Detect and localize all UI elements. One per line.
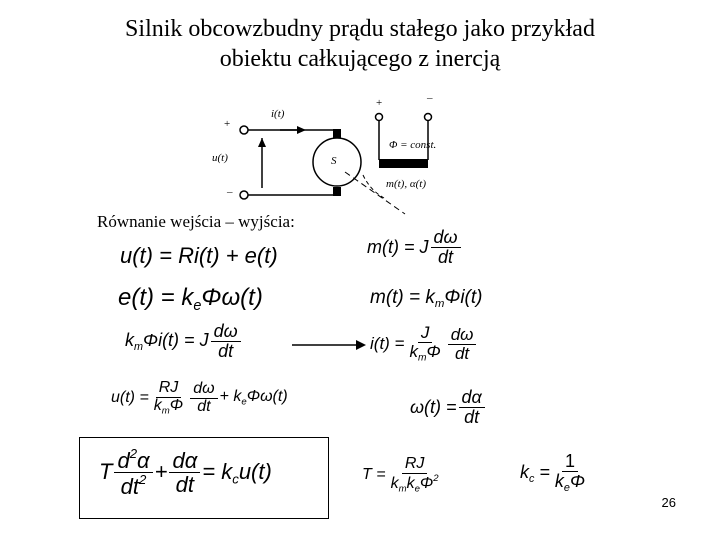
title-line-1: Silnik obcowzbudny prądu stałego jako przykład bbox=[125, 16, 595, 42]
brush-bottom bbox=[333, 187, 341, 196]
equation-emf: $e(t) = k_e\Phi\omega(t)$ bbox=[118, 284, 263, 315]
derivation-arrow bbox=[290, 337, 370, 353]
page-number: 26 bbox=[661, 495, 676, 510]
field-terminal-right bbox=[425, 114, 432, 121]
wire-bottom bbox=[248, 188, 337, 195]
motor-symbol bbox=[313, 138, 361, 186]
flux-label: Φ = const. bbox=[389, 139, 437, 151]
equation-voltage: u(t) = Ri(t) + e(t) bbox=[120, 243, 278, 268]
terminal-top-left bbox=[240, 126, 248, 134]
equation-gain: $k_c$ = $\frac{1}{k_e\Phi}$ bbox=[520, 451, 586, 494]
terminal-bottom-left bbox=[240, 191, 248, 199]
equation-omega: ω(t) = $\frac{d\alpha}{dt}$ bbox=[410, 388, 487, 427]
field-winding bbox=[379, 159, 428, 168]
plus-left-label: + bbox=[224, 118, 231, 130]
minus-left-label: – bbox=[227, 186, 233, 198]
voltage-label: u(t) bbox=[212, 152, 228, 164]
field-plus-label: + bbox=[376, 97, 383, 109]
section-label: Równanie wejścia – wyjścia: bbox=[97, 212, 295, 231]
field-minus-label: – bbox=[427, 92, 433, 104]
equation-time-constant: T = $\frac{RJ}{k_mk_e\Phi^2}$ bbox=[362, 455, 439, 495]
voltage-arrow-head bbox=[258, 138, 266, 147]
equation-torque-inertia: m(t) = J $\frac{d\omega}{dt}$ bbox=[367, 228, 463, 267]
field-terminal-left bbox=[376, 114, 383, 121]
current-label: i(t) bbox=[271, 108, 285, 120]
equation-torque-current: $m(t) = k_m\Phi i(t)$ bbox=[370, 287, 483, 310]
title-line-2: obiektu całkującego z inercją bbox=[219, 46, 501, 72]
equation-combined: u(t) = $\frac{RJ}{k_m\Phi}$ $\frac{d\omega}{dt}$ + $k_e\Phi\omega(t)$ bbox=[111, 379, 288, 417]
equation-current: i(t) = $\frac{J}{k_m\Phi}$ $\frac{d\omega}{dt}$ bbox=[370, 324, 478, 364]
equation-torque-balance: $k_m\Phi i(t) = J$ $\frac{d\omega}{dt}$ bbox=[125, 322, 243, 361]
output-label: m(t), α(t) bbox=[386, 178, 426, 190]
current-arrow-head bbox=[297, 126, 306, 134]
motor-label: S bbox=[331, 155, 337, 167]
equation-final: T $\frac{d^2\alpha}{dt^2}$ + $\frac{d\alpha}{dt}$ = $k_cu(t)$ bbox=[99, 446, 272, 499]
